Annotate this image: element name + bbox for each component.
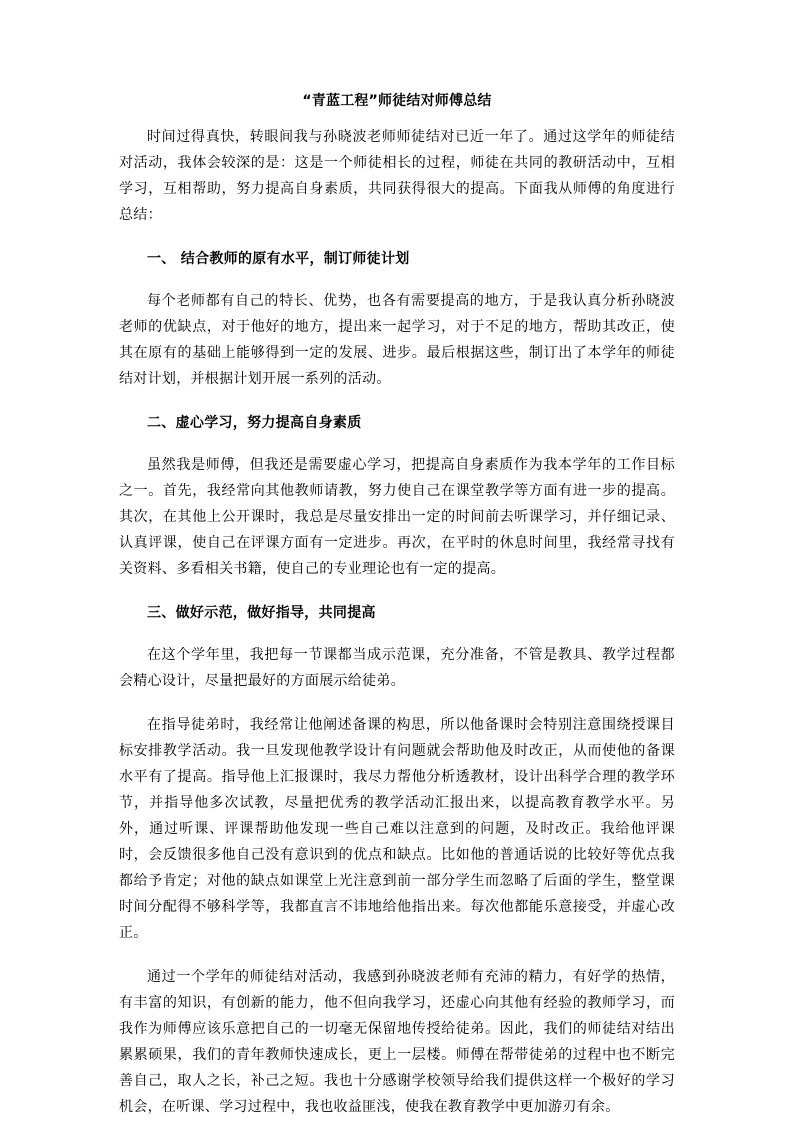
section-heading-3: 三、做好示范，做好指导，共同提高 — [147, 605, 376, 621]
section-heading-1: 一、 结合教师的原有水平，制订师徒计划 — [147, 251, 410, 267]
document-page — [119, 88, 675, 1120]
intro-paragraph: 时间过得真快，转眼间我与孙晓波老师师徒结对已近一年了。通过这学年的师徒结对活动，我体会较深的是：这是一个师徒相长的过程，师徒在共同的教研活动中，互相学习，互相帮助，努力提高自身素质，共同获得很大的提高。下面我从师傅的角度进行总结： — [119, 129, 675, 223]
document-title: “青蓝工程”师徒结对师傅总结 — [302, 93, 492, 109]
section2-paragraph-1: 虽然我是师傅，但我还是需要虚心学习，把提高自身素质作为我本学年的工作目标之一。首先，我经常向其他教师请教，努力使自己在课堂教学等方面有进一步的提高。其次，在其他上公开课时，我总是尽量安排出一定的时间前去听课学习，并仔细记录、认真评课，使自己在评课方面有一定进步。再次，在平时的休息时间里，我经常寻找有关资料、多看相关书籍，使自己的专业理论也有一定的提高。 — [119, 457, 675, 577]
section3-paragraph-2: 在指导徒弟时，我经常让他阐述备课的构思，所以他备课时会特别注意围绕授课目标安排教学活动。我一旦发现他教学设计有问题就会帮助他及时改正，从而使他的备课水平有了提高。指导他上汇报课时，我尽力帮他分析透教材，设计出科学合理的教学环节，并指导他多次试教，尽量把优秀的教学活动汇报出来，以提高教育教学水平。另外，通过听课、评课帮助他发现一些自己难以注意到的问题，及时改正。我给他评课时，会反馈很多他自己没有意识到的优点和缺点。比如他的普通话说的比较好等优点我都给予肯定；对他的缺点如课堂上光注意到前一部分学生而忽略了后面的学生，整堂课时间分配得不够科学等，我都直言不讳地给他指出来。每次他都能乐意接受，并虚心改正。 — [119, 717, 675, 941]
section3-paragraph-3: 通过一个学年的师徒结对活动，我感到孙晓波老师有充沛的精力，有好学的热情，有丰富的知识，有创新的能力，他不但向我学习，还虚心向其他有经验的教师学习，而我作为师傅应该乐意把自己的一切毫无保留地传授给徒弟。因此，我们的师徒结对结出累累硕果，我们的青年教师快速成长，更上一层楼。师傅在帮带徒弟的过程中也不断完善自己，取人之长，补己之短。我也十分感谢学校领导给我们提供这样一个极好的学习机会，在听课、学习过程中，我也收益匪浅，使我在教育教学中更加游刃有余。 — [119, 969, 675, 1115]
section1-paragraph-1: 每个老师都有自己的特长、优势，也各有需要提高的地方，于是我认真分析孙晓波老师的优缺点，对于他好的地方，提出来一起学习，对于不足的地方，帮助其改正，使其在原有的基础上能够得到一定的发展、进步。最后根据这些，制订出了本学年的师徒结对计划，并根据计划开展一系列的活动。 — [119, 293, 675, 387]
section3-paragraph-1: 在这个学年里，我把每一节课都当成示范课，充分准备，不管是教具、教学过程都会精心设计，尽量把最好的方面展示给徒弟。 — [119, 647, 675, 689]
section-heading-2: 二、虚心学习，努力提高自身素质 — [147, 415, 362, 431]
